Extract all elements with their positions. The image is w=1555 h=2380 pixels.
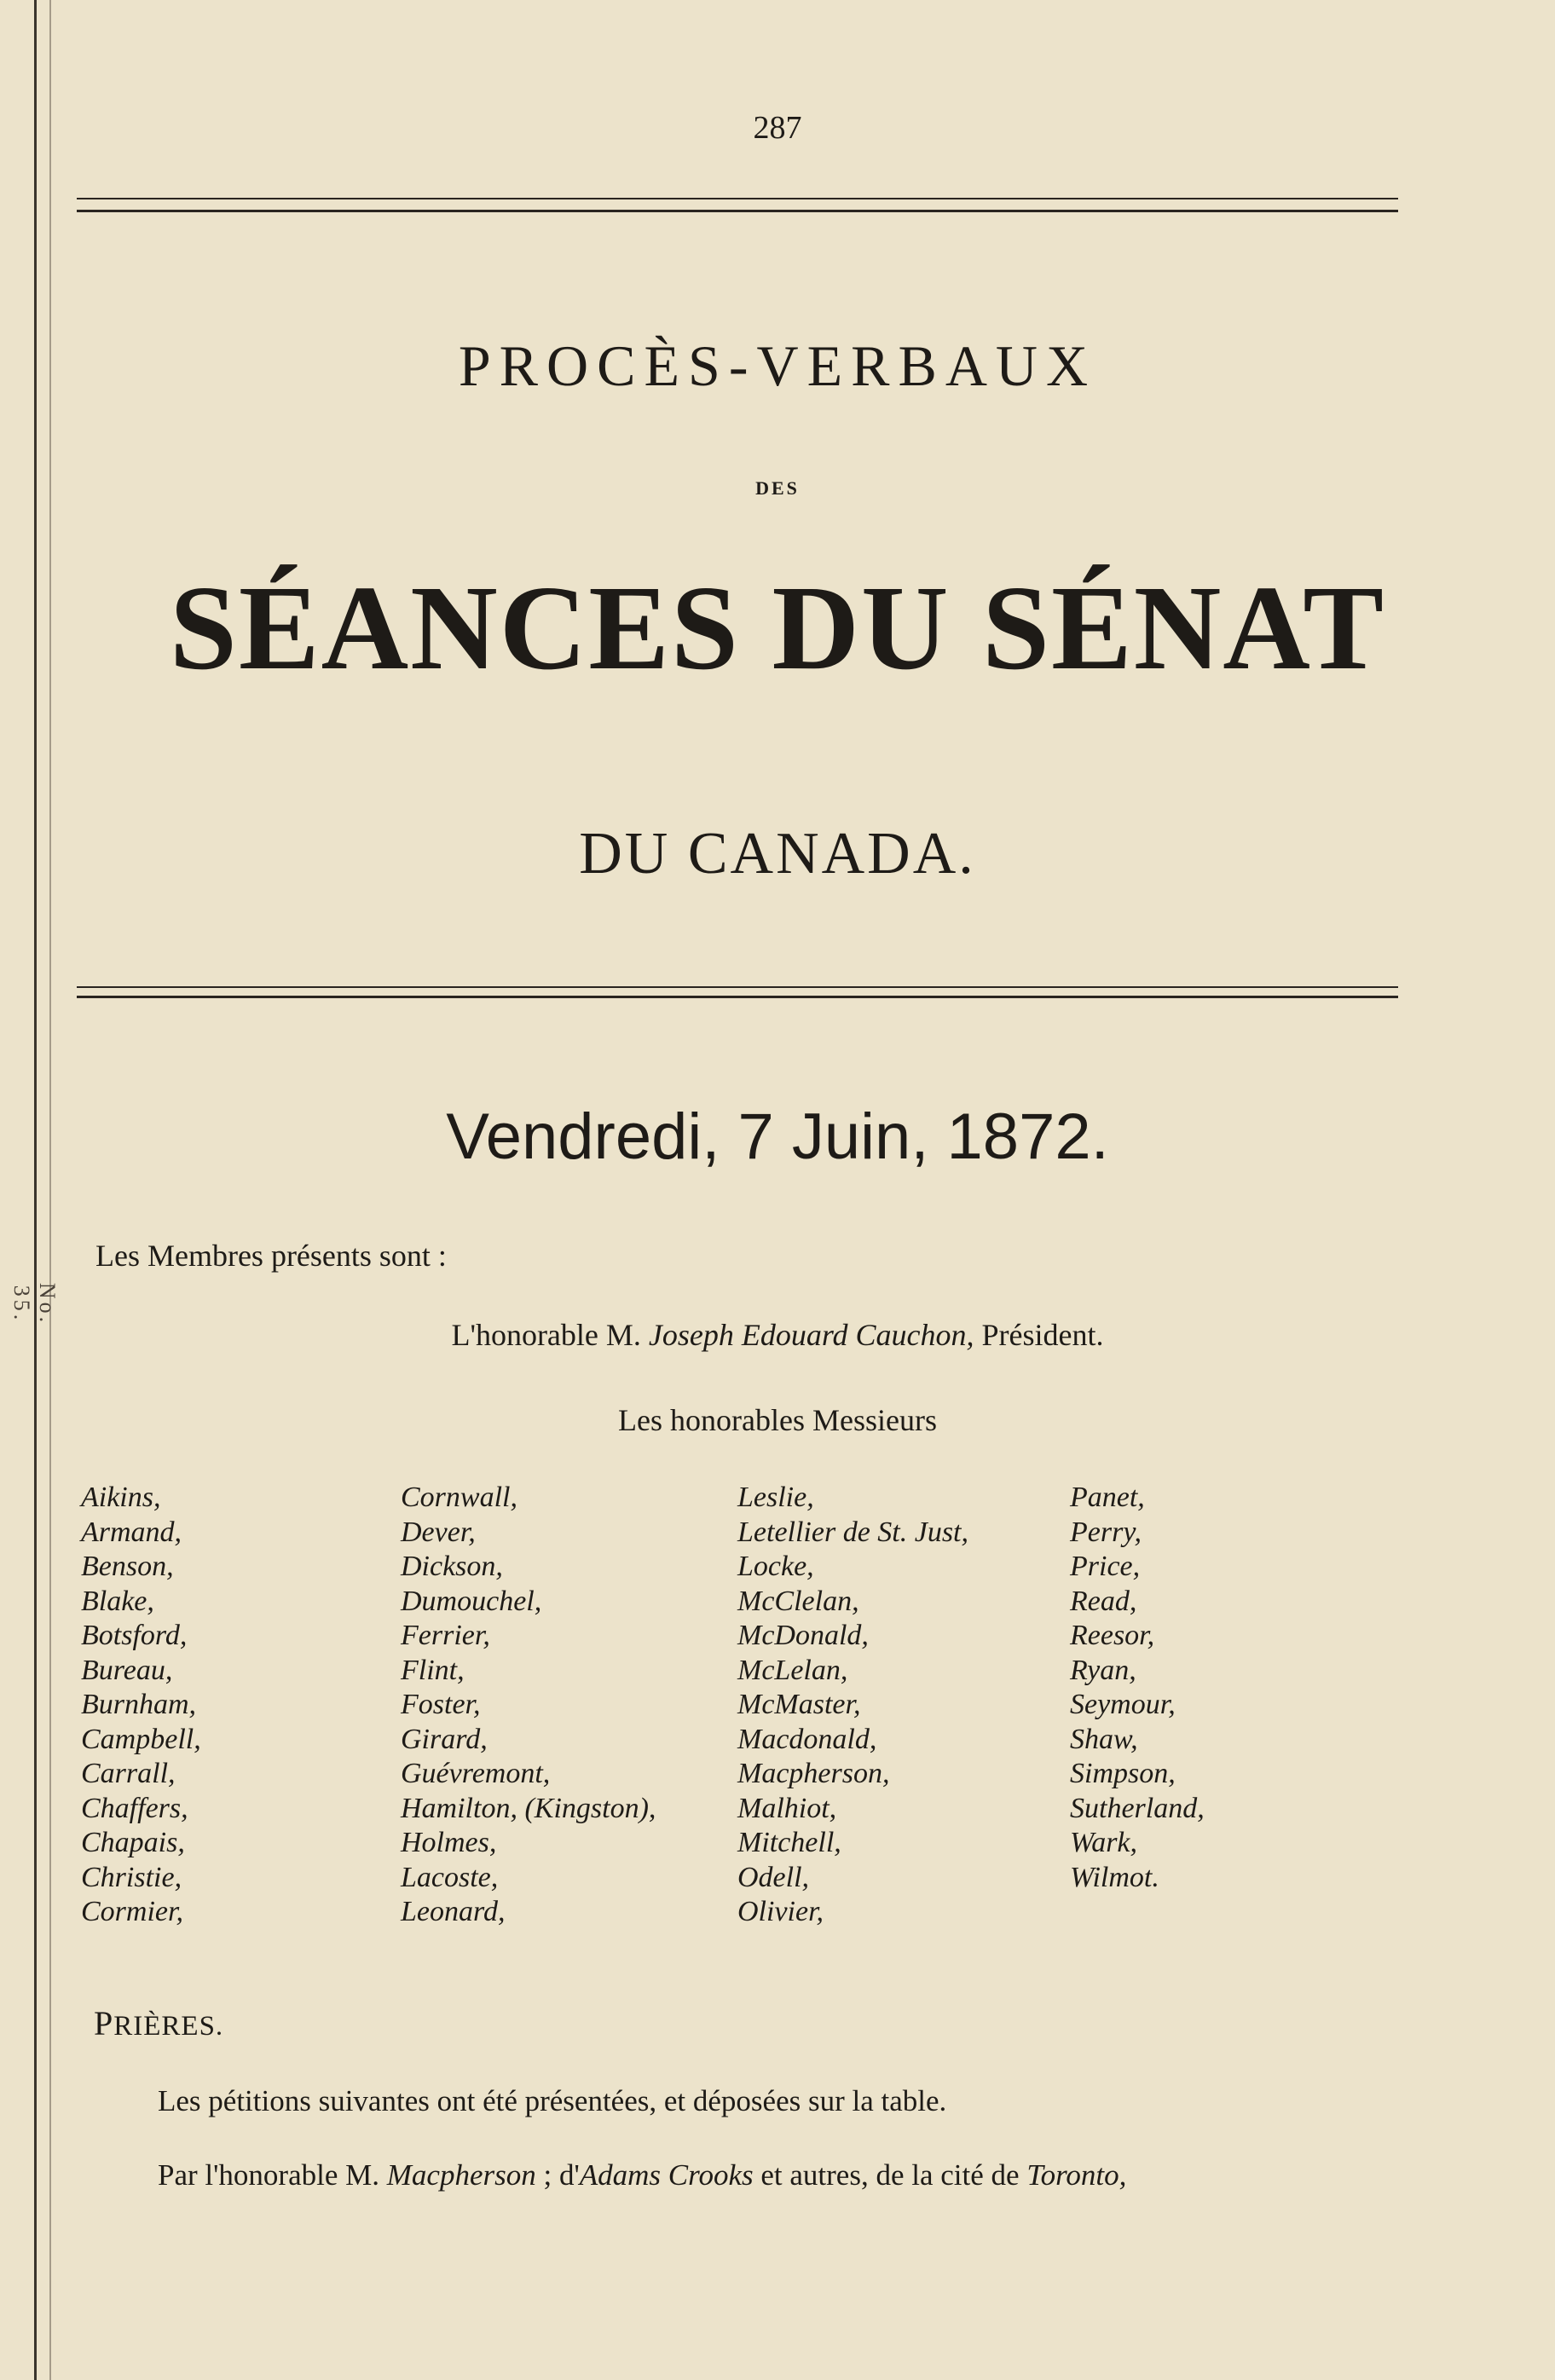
senator-name: Cornwall,	[401, 1482, 517, 1513]
senator-name: Olivier,	[737, 1896, 824, 1927]
senator-name: Benson,	[81, 1551, 174, 1582]
senator-name: Perry,	[1070, 1516, 1142, 1548]
page-number: 287	[753, 110, 802, 146]
senator-name: Botsford,	[81, 1620, 188, 1651]
par-mid: ; d'	[543, 2158, 580, 2192]
senator-name: McMaster,	[737, 1689, 861, 1720]
senators-column-4	[1070, 1481, 1205, 1895]
senator-name: Girard,	[401, 1723, 488, 1755]
mid-rule-thick	[77, 996, 1398, 998]
president-title: Président.	[981, 1318, 1104, 1352]
senator-name: Holmes,	[401, 1827, 497, 1858]
top-rule-thick	[77, 210, 1398, 212]
senator-name: Panet,	[1070, 1482, 1145, 1513]
senator-name: Ryan,	[1070, 1654, 1136, 1686]
top-rule-thin	[77, 198, 1398, 199]
petitions-paragraph: Les pétitions suivantes ont été présentées, et déposées sur la table.	[158, 2084, 947, 2117]
senators-column-3	[737, 1481, 968, 1930]
senator-name: Hamilton, (Kingston),	[401, 1792, 656, 1824]
senator-name: Dever,	[401, 1516, 476, 1548]
senator-name: Read,	[1070, 1585, 1137, 1617]
senator-name: Campbell,	[81, 1723, 201, 1755]
par-petitioner: Adams Crooks	[579, 2158, 754, 2192]
session-date: Vendredi, 7 Juin, 1872.	[446, 1100, 1109, 1173]
senator-name: Wilmot.	[1070, 1861, 1159, 1893]
title-du-canada: DU CANADA.	[579, 821, 976, 887]
mid-rule-thin	[77, 986, 1398, 988]
senator-name: Odell,	[737, 1861, 810, 1893]
prieres-heading	[94, 2003, 223, 2043]
senator-name: Dumouchel,	[401, 1585, 542, 1617]
senator-name: Shaw,	[1070, 1723, 1138, 1755]
senator-name: McLelan,	[737, 1654, 848, 1686]
senator-name: McDonald,	[737, 1620, 869, 1651]
senator-name: Carrall,	[81, 1758, 176, 1789]
senator-name: Simpson,	[1070, 1758, 1176, 1789]
margin-note: No. 35.	[9, 1282, 60, 1326]
senators-column-2	[401, 1481, 656, 1930]
senator-name: Seymour,	[1070, 1689, 1176, 1720]
title-seances-du-senat: SÉANCES DU SÉNAT	[169, 560, 1386, 695]
par-city: Toronto,	[1026, 2158, 1127, 2192]
president-prefix: L'honorable M.	[451, 1318, 641, 1352]
senator-name: McClelan,	[737, 1585, 859, 1617]
senator-name: Chapais,	[81, 1827, 185, 1858]
senator-name: Chaffers,	[81, 1792, 188, 1824]
prieres-rest: RIÈRES.	[113, 2011, 224, 2042]
senator-name: Flint,	[401, 1654, 465, 1686]
senator-name: Wark,	[1070, 1827, 1138, 1858]
senator-name: Cormier,	[81, 1896, 183, 1927]
petition-entry	[158, 2158, 1126, 2192]
title-proces-verbaux: PROCÈS-VERBAUX	[458, 333, 1097, 398]
senator-name: Leonard,	[401, 1896, 506, 1927]
senator-name: Reesor,	[1070, 1620, 1155, 1651]
senator-name: Foster,	[401, 1689, 481, 1720]
members-intro: Les Membres présents sont :	[95, 1239, 447, 1273]
senator-name: Locke,	[737, 1551, 814, 1582]
senator-name: Letellier de St. Just,	[737, 1516, 969, 1548]
senators-column-1	[81, 1481, 201, 1930]
senator-name: Sutherland,	[1070, 1792, 1205, 1824]
senator-name: Ferrier,	[401, 1620, 490, 1651]
par-prefix: Par l'honorable M.	[158, 2158, 380, 2192]
prieres-initial: P	[94, 2004, 114, 2042]
senator-name: Malhiot,	[737, 1792, 837, 1824]
president-name: Joseph Edouard Cauchon,	[648, 1318, 974, 1352]
senator-name: Mitchell,	[737, 1827, 841, 1858]
par-senator: Macpherson	[386, 2158, 536, 2192]
par-rest: et autres, de la cité de	[760, 2158, 1020, 2192]
senator-name: Burnham,	[81, 1689, 197, 1720]
senator-name: Guévremont,	[401, 1758, 551, 1789]
senator-name: Christie,	[81, 1861, 182, 1893]
senator-name: Leslie,	[737, 1482, 814, 1513]
senator-name: Macdonald,	[737, 1723, 877, 1755]
senator-name: Armand,	[81, 1516, 182, 1548]
senator-name: Aikins,	[81, 1482, 161, 1513]
president-line	[0, 1317, 1555, 1353]
senator-name: Lacoste,	[401, 1861, 499, 1893]
senator-name: Macpherson,	[737, 1758, 890, 1789]
senator-name: Bureau,	[81, 1654, 173, 1686]
honorables-heading: Les honorables Messieurs	[618, 1403, 937, 1437]
senator-name: Dickson,	[401, 1551, 503, 1582]
senator-name: Price,	[1070, 1551, 1141, 1582]
senator-name: Blake,	[81, 1585, 154, 1617]
title-des: DES	[755, 477, 800, 499]
